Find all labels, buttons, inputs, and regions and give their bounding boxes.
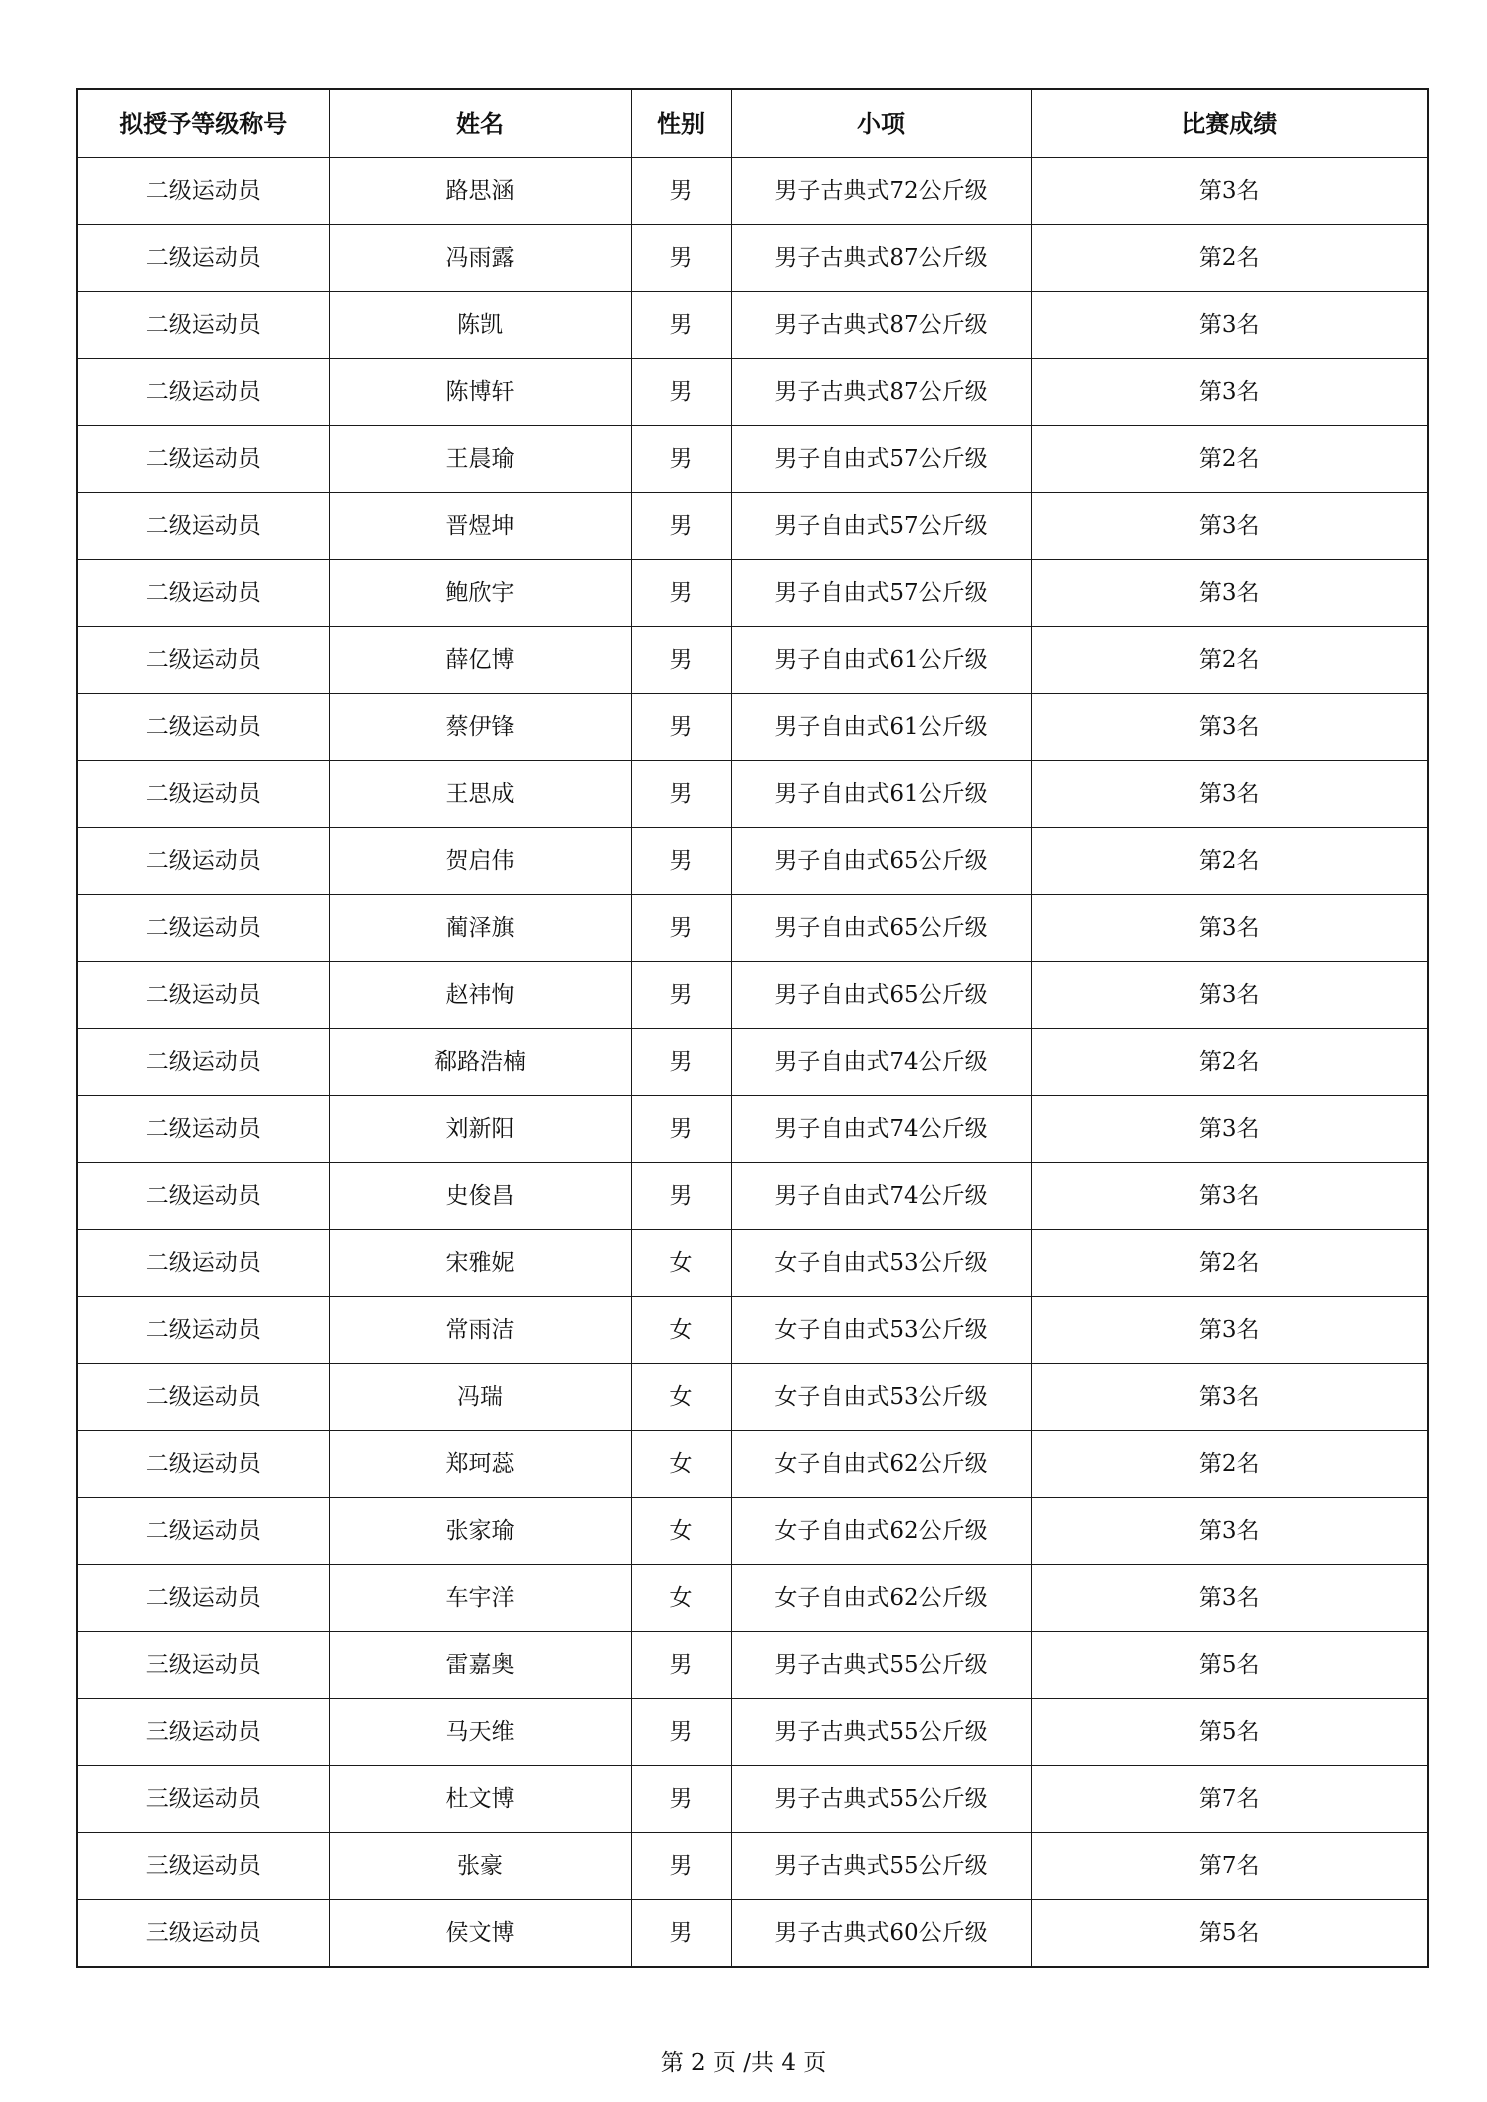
result-cell: 第2名	[1031, 1431, 1428, 1498]
header-gender: 性别	[631, 89, 731, 158]
event-cell: 男子自由式74公斤级	[731, 1029, 1031, 1096]
result-cell: 第3名	[1031, 560, 1428, 627]
table-header	[77, 89, 1428, 158]
event-cell: 男子古典式87公斤级	[731, 292, 1031, 359]
grade-title-cell: 二级运动员	[77, 1297, 329, 1364]
result-cell: 第3名	[1031, 962, 1428, 1029]
name-cell: 王思成	[329, 761, 631, 828]
name-cell: 郑珂蕊	[329, 1431, 631, 1498]
gender-cell: 男	[631, 1096, 731, 1163]
table-body	[77, 158, 1428, 1968]
result-cell: 第7名	[1031, 1766, 1428, 1833]
table-row	[77, 1029, 1428, 1096]
event-cell: 男子自由式57公斤级	[731, 493, 1031, 560]
result-cell: 第3名	[1031, 493, 1428, 560]
event-cell: 女子自由式53公斤级	[731, 1364, 1031, 1431]
gender-cell: 女	[631, 1498, 731, 1565]
gender-cell: 女	[631, 1230, 731, 1297]
event-cell: 男子自由式74公斤级	[731, 1163, 1031, 1230]
name-cell: 郗路浩楠	[329, 1029, 631, 1096]
result-cell: 第3名	[1031, 359, 1428, 426]
name-cell: 王晨瑜	[329, 426, 631, 493]
event-cell: 男子自由式61公斤级	[731, 694, 1031, 761]
grade-title-cell: 二级运动员	[77, 962, 329, 1029]
event-cell: 男子古典式87公斤级	[731, 359, 1031, 426]
result-cell: 第2名	[1031, 225, 1428, 292]
name-cell: 蔺泽旗	[329, 895, 631, 962]
gender-cell: 男	[631, 1699, 731, 1766]
grade-title-cell: 二级运动员	[77, 1029, 329, 1096]
event-cell: 男子自由式57公斤级	[731, 426, 1031, 493]
table-row	[77, 1766, 1428, 1833]
grade-title-cell: 二级运动员	[77, 1096, 329, 1163]
grade-title-cell: 二级运动员	[77, 828, 329, 895]
event-cell: 女子自由式62公斤级	[731, 1565, 1031, 1632]
header-grade-title: 拟授予等级称号	[77, 89, 329, 158]
gender-cell: 男	[631, 828, 731, 895]
table-row	[77, 1230, 1428, 1297]
gender-cell: 男	[631, 962, 731, 1029]
result-cell: 第7名	[1031, 1833, 1428, 1900]
name-cell: 张豪	[329, 1833, 631, 1900]
result-cell: 第2名	[1031, 1029, 1428, 1096]
gender-cell: 男	[631, 1766, 731, 1833]
name-cell: 侯文博	[329, 1900, 631, 1968]
gender-cell: 男	[631, 694, 731, 761]
table-row	[77, 225, 1428, 292]
grade-title-cell: 三级运动员	[77, 1766, 329, 1833]
event-cell: 女子自由式53公斤级	[731, 1297, 1031, 1364]
result-cell: 第2名	[1031, 426, 1428, 493]
table-row	[77, 560, 1428, 627]
event-cell: 男子古典式60公斤级	[731, 1900, 1031, 1968]
result-cell: 第3名	[1031, 895, 1428, 962]
name-cell: 冯瑞	[329, 1364, 631, 1431]
gender-cell: 男	[631, 895, 731, 962]
grade-title-cell: 二级运动员	[77, 1565, 329, 1632]
grade-title-cell: 二级运动员	[77, 694, 329, 761]
result-cell: 第5名	[1031, 1699, 1428, 1766]
result-cell: 第3名	[1031, 1297, 1428, 1364]
result-cell: 第5名	[1031, 1632, 1428, 1699]
gender-cell: 男	[631, 560, 731, 627]
event-cell: 男子古典式55公斤级	[731, 1766, 1031, 1833]
grade-title-cell: 二级运动员	[77, 359, 329, 426]
gender-cell: 男	[631, 1632, 731, 1699]
grade-title-cell: 二级运动员	[77, 761, 329, 828]
table-row	[77, 761, 1428, 828]
grade-title-cell: 二级运动员	[77, 158, 329, 225]
table-row	[77, 694, 1428, 761]
result-cell: 第3名	[1031, 761, 1428, 828]
gender-cell: 女	[631, 1297, 731, 1364]
result-cell: 第3名	[1031, 694, 1428, 761]
name-cell: 贺启伟	[329, 828, 631, 895]
grade-title-cell: 二级运动员	[77, 292, 329, 359]
event-cell: 男子自由式57公斤级	[731, 560, 1031, 627]
grade-title-cell: 二级运动员	[77, 627, 329, 694]
name-cell: 宋雅妮	[329, 1230, 631, 1297]
gender-cell: 男	[631, 359, 731, 426]
grade-title-cell: 二级运动员	[77, 895, 329, 962]
table-row	[77, 1096, 1428, 1163]
grade-title-cell: 二级运动员	[77, 426, 329, 493]
result-cell: 第3名	[1031, 1096, 1428, 1163]
event-cell: 女子自由式62公斤级	[731, 1498, 1031, 1565]
result-cell: 第2名	[1031, 828, 1428, 895]
header-row	[77, 89, 1428, 158]
grade-title-cell: 二级运动员	[77, 1230, 329, 1297]
event-cell: 男子古典式72公斤级	[731, 158, 1031, 225]
page-number: 第 2 页 /共 4 页	[660, 2050, 827, 2076]
name-cell: 马天维	[329, 1699, 631, 1766]
grade-title-cell: 二级运动员	[77, 493, 329, 560]
event-cell: 男子自由式74公斤级	[731, 1096, 1031, 1163]
grade-title-cell: 二级运动员	[77, 1431, 329, 1498]
name-cell: 陈凯	[329, 292, 631, 359]
gender-cell: 男	[631, 158, 731, 225]
name-cell: 薛亿博	[329, 627, 631, 694]
table-row	[77, 292, 1428, 359]
gender-cell: 女	[631, 1364, 731, 1431]
header-name: 姓名	[329, 89, 631, 158]
grade-title-cell: 二级运动员	[77, 560, 329, 627]
gender-cell: 男	[631, 1029, 731, 1096]
grade-title-cell: 二级运动员	[77, 225, 329, 292]
grade-title-cell: 二级运动员	[77, 1163, 329, 1230]
result-cell: 第3名	[1031, 1163, 1428, 1230]
gender-cell: 女	[631, 1431, 731, 1498]
grade-title-cell: 二级运动员	[77, 1498, 329, 1565]
grade-title-cell: 三级运动员	[77, 1900, 329, 1968]
gender-cell: 男	[631, 1833, 731, 1900]
header-event: 小项	[731, 89, 1031, 158]
table-row	[77, 1297, 1428, 1364]
result-cell: 第3名	[1031, 1498, 1428, 1565]
result-cell: 第3名	[1031, 1364, 1428, 1431]
event-cell: 男子古典式55公斤级	[731, 1632, 1031, 1699]
name-cell: 车宇洋	[329, 1565, 631, 1632]
grade-title-cell: 三级运动员	[77, 1833, 329, 1900]
athlete-roster-table	[76, 88, 1429, 1968]
table-row	[77, 158, 1428, 225]
table-row	[77, 1431, 1428, 1498]
name-cell: 晋煜坤	[329, 493, 631, 560]
name-cell: 冯雨露	[329, 225, 631, 292]
event-cell: 男子自由式65公斤级	[731, 895, 1031, 962]
table-row	[77, 426, 1428, 493]
table-row	[77, 828, 1428, 895]
name-cell: 雷嘉奥	[329, 1632, 631, 1699]
result-cell: 第2名	[1031, 627, 1428, 694]
event-cell: 男子古典式87公斤级	[731, 225, 1031, 292]
table-row	[77, 1163, 1428, 1230]
gender-cell: 男	[631, 493, 731, 560]
gender-cell: 男	[631, 1163, 731, 1230]
table-row	[77, 1364, 1428, 1431]
name-cell: 鲍欣宇	[329, 560, 631, 627]
name-cell: 陈博轩	[329, 359, 631, 426]
event-cell: 男子自由式61公斤级	[731, 761, 1031, 828]
name-cell: 路思涵	[329, 158, 631, 225]
header-result: 比赛成绩	[1031, 89, 1428, 158]
table-row	[77, 962, 1428, 1029]
table-row	[77, 1900, 1428, 1968]
name-cell: 常雨洁	[329, 1297, 631, 1364]
gender-cell: 男	[631, 225, 731, 292]
result-cell: 第3名	[1031, 158, 1428, 225]
gender-cell: 男	[631, 426, 731, 493]
name-cell: 刘新阳	[329, 1096, 631, 1163]
event-cell: 男子古典式55公斤级	[731, 1833, 1031, 1900]
name-cell: 蔡伊锋	[329, 694, 631, 761]
event-cell: 男子自由式61公斤级	[731, 627, 1031, 694]
name-cell: 杜文博	[329, 1766, 631, 1833]
table-row	[77, 1833, 1428, 1900]
table-row	[77, 627, 1428, 694]
table-row	[77, 1699, 1428, 1766]
name-cell: 张家瑜	[329, 1498, 631, 1565]
table-row	[77, 1498, 1428, 1565]
event-cell: 男子古典式55公斤级	[731, 1699, 1031, 1766]
event-cell: 男子自由式65公斤级	[731, 962, 1031, 1029]
name-cell: 史俊昌	[329, 1163, 631, 1230]
event-cell: 男子自由式65公斤级	[731, 828, 1031, 895]
table-row	[77, 493, 1428, 560]
result-cell: 第3名	[1031, 1565, 1428, 1632]
result-cell: 第3名	[1031, 292, 1428, 359]
grade-title-cell: 二级运动员	[77, 1364, 329, 1431]
event-cell: 女子自由式62公斤级	[731, 1431, 1031, 1498]
grade-title-cell: 三级运动员	[77, 1632, 329, 1699]
result-cell: 第2名	[1031, 1230, 1428, 1297]
gender-cell: 男	[631, 292, 731, 359]
table-row	[77, 1565, 1428, 1632]
table-row	[77, 1632, 1428, 1699]
gender-cell: 男	[631, 1900, 731, 1968]
result-cell: 第5名	[1031, 1900, 1428, 1968]
name-cell: 赵祎恂	[329, 962, 631, 1029]
table-row	[77, 359, 1428, 426]
gender-cell: 男	[631, 761, 731, 828]
table-row	[77, 895, 1428, 962]
gender-cell: 女	[631, 1565, 731, 1632]
gender-cell: 男	[631, 627, 731, 694]
grade-title-cell: 三级运动员	[77, 1699, 329, 1766]
event-cell: 女子自由式53公斤级	[731, 1230, 1031, 1297]
